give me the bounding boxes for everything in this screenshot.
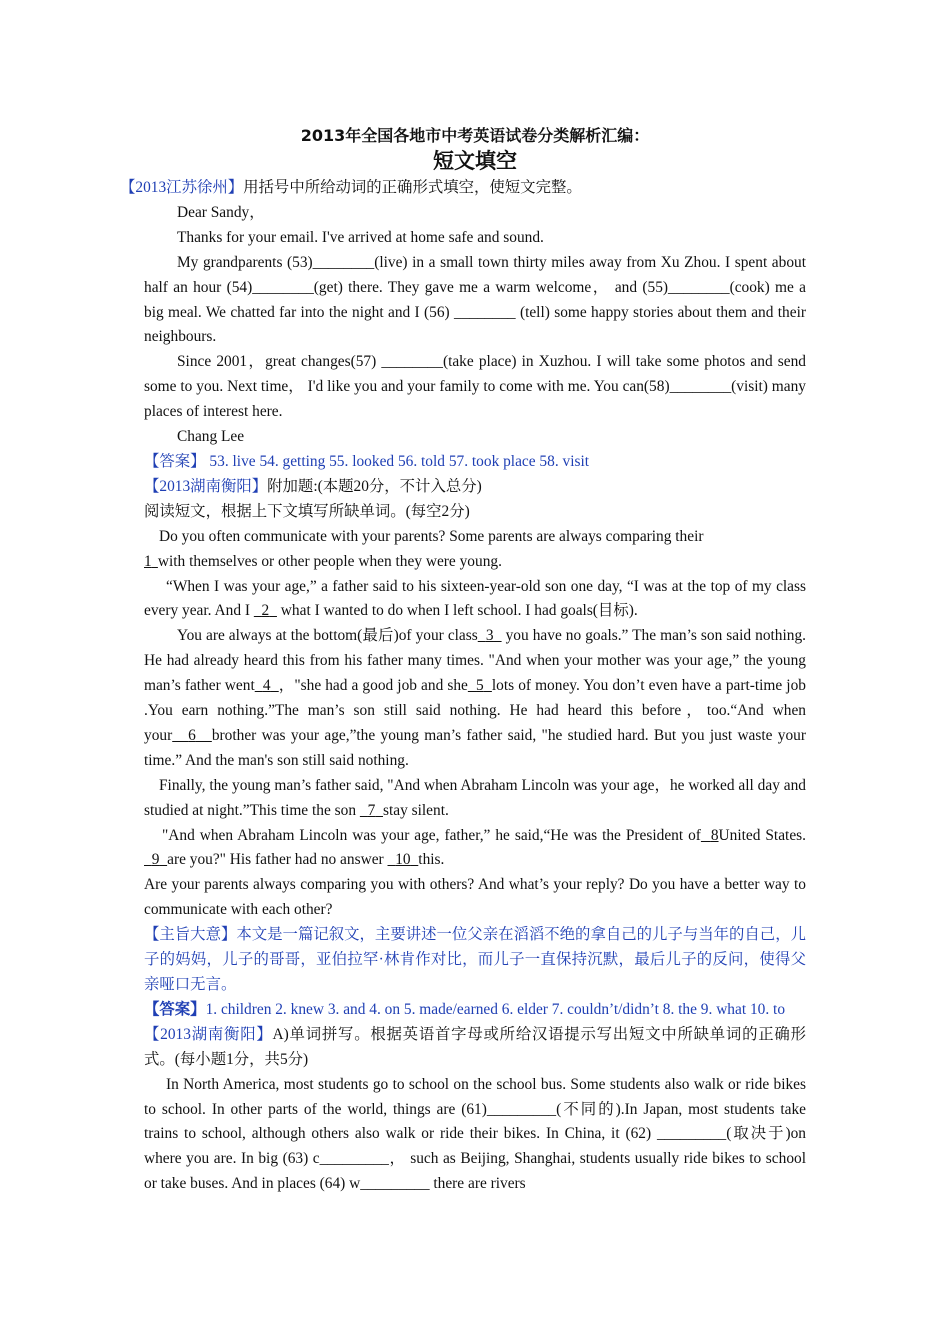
section1-header [120, 176, 806, 201]
document-subtitle: 短文填空 [433, 149, 517, 173]
document-page [120, 124, 807, 1197]
blank: 1 [144, 552, 152, 570]
section2-source: 【2013湖南衡阳】 [144, 477, 268, 495]
passage-paragraph: Do you often communicate with your parents? Some parents are always comparing their 1 with themselves or other people when they were young. [144, 527, 704, 570]
blank: 9 [151, 851, 160, 869]
blank: 8 [710, 826, 719, 844]
passage-paragraph: You are always at the bottom(最后)of your class 3 you have no goals.” The man’s son said nothing. He had already heard this from his father many times. "And when your mother was your age,” the young man’s father went 4 ，"she had a good job and she 5 lots of money. You don’t even have a part-time job .You earn nothing.”The man’s son still said nothing. He had heard this before，too.“And when your 6 brother was your age,”the young man’s father said, "he studied hard. But you just waste your time.” And the man's son still said nothing. [144, 627, 807, 769]
document-title: 2013年全国各地市中考英语试卷分类解析汇编： [300, 126, 650, 145]
section3-header [144, 1023, 806, 1073]
section1-source: 【2013江苏徐州】 [120, 179, 244, 196]
answer-text: 53. live 54. getting 55. looked 56. told 57. took place 58. visit [205, 452, 590, 470]
section2-summary [144, 923, 806, 998]
section3-source: 【2013湖南衡阳】 [144, 1025, 273, 1043]
section2-instruction2: 阅读短文，根据上下文填写所缺单词。(每空2分) [144, 502, 470, 520]
blank: 6 [188, 726, 196, 744]
section1-instruction: 用括号中所给动词的正确形式填空，使短文完整。 [243, 179, 582, 196]
passage-paragraph: In North America, most students go to school on the school bus. Some students also walk or ride bikes to school. In other parts of the world, things are (61)_________(不同的).In Japan, most students take trains to school, although others also walk or ride their bikes. In China, it (62) _________(取决于)on where you are. In big (63) c_________， such as Beijing, Shanghai, students usually ride bikes to school or take buses. And in places (64) w_________ there are rivers [144, 1075, 806, 1193]
letter-paragraph: Thanks for your email. I've arrived at home safe and sound. [177, 228, 544, 246]
letter-greeting: Dear Sandy， [177, 203, 265, 221]
passage-paragraph: "And when Abraham Lincoln was your age, father,” he said,“He was the President of 8United States. 9 are you?" His father had no answer 10 this. [151, 826, 806, 869]
blank: 4 [262, 677, 271, 695]
answer-label: 【答案】 [144, 1000, 206, 1018]
section2-header [144, 475, 806, 500]
answer-label: 【答案】 [144, 452, 206, 470]
letter-paragraph: My grandparents (53)________(live) in a small town thirty miles away from Xu Zhou. I spent about half an hour (54)________(get) there. They gave me a warm welcome， and (55)________(cook) me a big meal. We chatted far into the night and I (56) ________ (tell) some happy stories about them and their neighbours. [144, 253, 806, 346]
section2-instruction: 附加题:(本题20分，不计入总分) [267, 477, 482, 495]
passage-paragraph: “When I was your age,” a father said to his sixteen-year-old son one day, “I was at the top of my class every year. And I 2 what I wanted to do when I left school. I had goals(目标). [144, 577, 806, 620]
blank: 3 [485, 627, 494, 645]
section3-instruction: A)单词拼写。根据英语首字母或所给汉语提示写出短文中所缺单词的正确形式。(每小题1分，共5分) [144, 1025, 806, 1068]
letter-signature: Chang Lee [177, 428, 245, 446]
blank: 10 [395, 851, 411, 869]
letter-paragraph: Since 2001，great changes(57) ________(take place) in Xuzhou. I will take some photos and send some to you. Next time， I'd like you and your family to come with me. You can(58)________(visit) many places of interest here. [144, 353, 806, 421]
passage-paragraph: Finally, the young man’s father said, "And when Abraham Lincoln was your age，he worked all day and studied at night.”This time the son 7 stay silent. [144, 776, 806, 819]
blank: 2 [261, 602, 270, 620]
section1-answer [144, 450, 806, 475]
section2-answer [144, 998, 806, 1023]
blank: 5 [476, 677, 484, 695]
summary-label: 【主旨大意】 [144, 926, 237, 944]
answer-text: 1. children 2. knew 3. and 4. on 5. made/earned 6. elder 7. couldn’t/didn’t 8. the 9. what 10. to [205, 1000, 786, 1018]
summary-text: 本文是一篇记叙文，主要讲述一位父亲在滔滔不绝的拿自己的儿子与当年的自己，儿子的妈妈，儿子的哥哥，亚伯拉罕·林肯作对比，而儿子一直保持沉默，最后儿子的反问，使得父亲哑口无言。 [144, 926, 806, 993]
blank: 7 [367, 801, 376, 819]
passage-paragraph: Are your parents always comparing you with others? And what’s your reply? Do you have a better way to communicate with each other? [144, 876, 806, 919]
